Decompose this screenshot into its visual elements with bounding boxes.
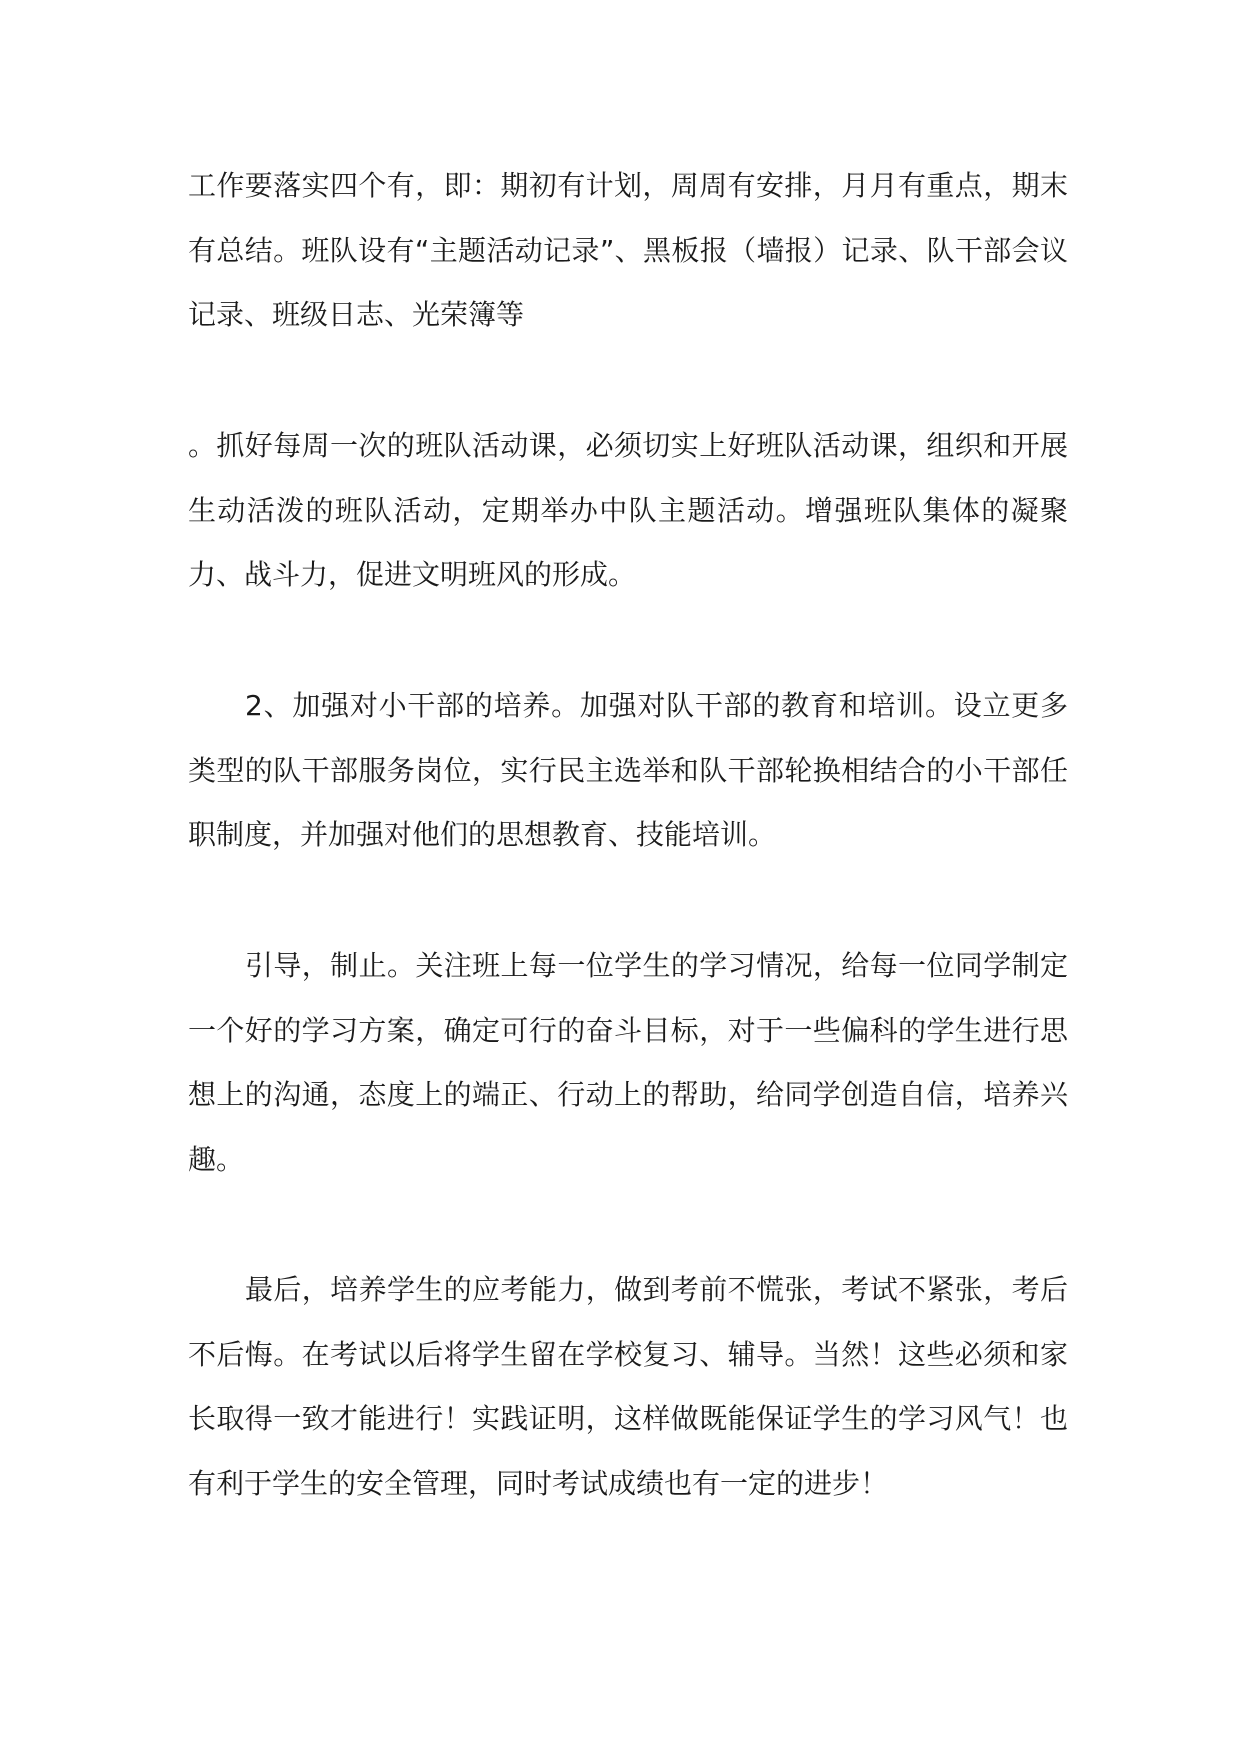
paragraph-4: 引导，制止。关注班上每一位学生的学习情况，给每一位同学制定一个好的学习方案，确定可行的奋斗目标，对于一些偏科的学生进行思想上的沟通，态度上的端正、行动上的帮助，给同学创造自信，培养兴趣。 bbox=[188, 949, 1068, 1176]
paragraph-1: 工作要落实四个有，即：期初有计划，周周有安排，月月有重点，期末有总结。班队设有“主题活动记录”、黑板报（墙报）记录、队干部会议记录、班级日志、光荣簿等 bbox=[188, 169, 1068, 331]
paragraph-3: 2、加强对小干部的培养。加强对队干部的教育和培训。设立更多类型的队干部服务岗位，实行民主选举和队干部轮换相结合的小干部任职制度，并加强对他们的思想教育、技能培训。 bbox=[188, 689, 1068, 851]
paragraph-5: 最后，培养学生的应考能力，做到考前不慌张，考试不紧张，考后不后悔。在考试以后将学生留在学校复习、辅导。当然！这些必须和家长取得一致才能进行！实践证明，这样做既能保证学生的学习风气！也有利于学生的安全管理，同时考试成绩也有一定的进步！ bbox=[188, 1273, 1068, 1500]
paragraph-2: 。抓好每周一次的班队活动课，必须切实上好班队活动课，组织和开展生动活泼的班队活动，定期举办中队主题活动。增强班队集体的凝聚力、战斗力，促进文明班风的形成。 bbox=[188, 429, 1068, 591]
